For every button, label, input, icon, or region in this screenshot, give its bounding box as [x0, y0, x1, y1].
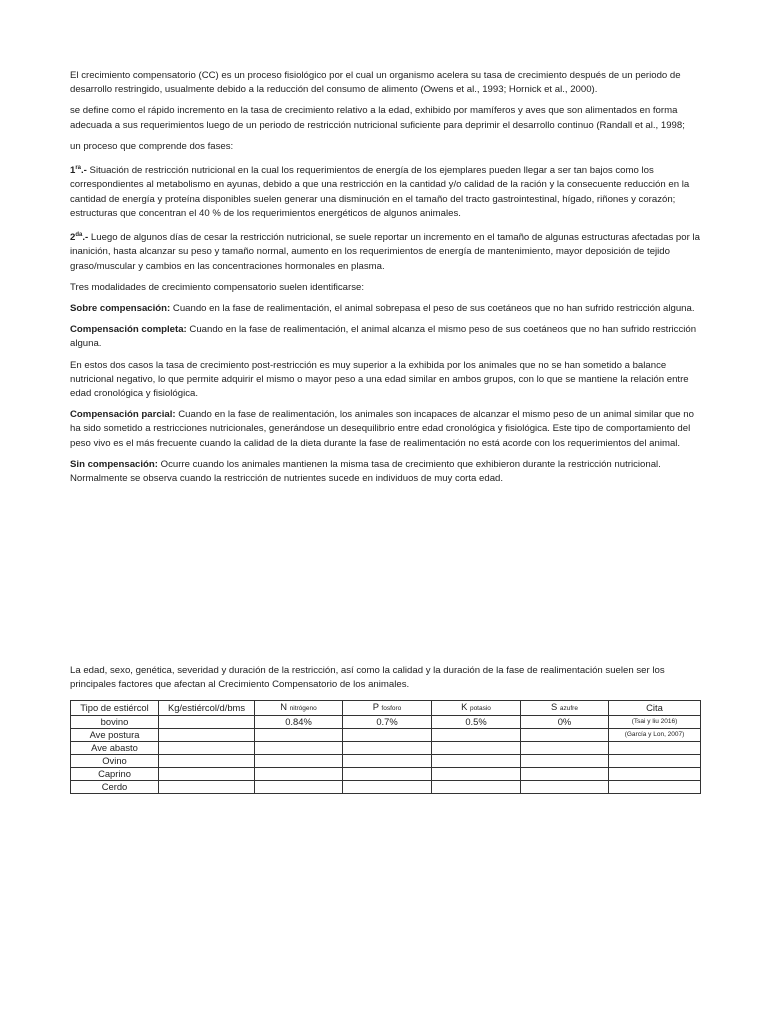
header-p: P fosforo: [343, 701, 432, 716]
cell-tipo: Cerdo: [71, 781, 159, 794]
cell-k: 0.5%: [432, 716, 521, 729]
cell-n: 0.84%: [255, 716, 343, 729]
manure-table: [70, 700, 701, 794]
paragraph-compensacion-parcial: Compensación parcial: Cuando en la fase de realimentación, los animales son incapaces de alcanzar el mismo peso de un animal similar que no ha sido sometido a restricciones nutricionales, generándose un desequilibrio entre edad cronológica y fisiológica. Este tipo de comportamiento del peso vivo es el más frecuente cuando la calidad de la dieta durante la fase de realimentación no está acorde con los requerimientos del animal.: [70, 409, 694, 449]
cell-k: [432, 742, 521, 755]
cell-cita: [609, 781, 701, 794]
cell-n: [255, 729, 343, 742]
cell-cita: [609, 742, 701, 755]
table-row: [71, 781, 701, 794]
phase-1-number: $1^{ra}.-$: [70, 165, 87, 177]
cell-cita: (García y Lon, 2007): [609, 729, 701, 742]
cell-k: [432, 755, 521, 768]
sin-compensacion-label: Sin compensación:: [70, 458, 158, 470]
cell-p: [343, 755, 432, 768]
body-text: [70, 69, 700, 493]
cell-p: [343, 729, 432, 742]
phase-2-number: $2^{da}.-$: [70, 232, 89, 244]
table-row: [71, 768, 701, 781]
cell-s: [521, 742, 609, 755]
cell-s: [521, 729, 609, 742]
table-row: [71, 755, 701, 768]
header-cita: Cita: [609, 701, 701, 716]
cell-tipo: Ave abasto: [71, 742, 159, 755]
paragraph-definition: El crecimiento compensatorio (CC) es un proceso fisiológico por el cual un organismo acelera su tasa de crecimiento después de un periodo de desarrollo restringido, usualmente debido a la reducción del consumo de alimento (Owens et al., 1993; Hornick et al., 2000).: [70, 70, 681, 96]
compensacion-completa-label: Compensación completa:: [70, 324, 187, 336]
table-header-row: [71, 701, 701, 716]
cell-p: [343, 768, 432, 781]
paragraph-both-cases: En estos dos casos la tasa de crecimiento post-restricción es muy superior a la exhibida por los animales que no se han sometido a balance nutricional negativo, lo que permite adquirir el mismo o mayor peso a una edad similar en ambos grupos, con lo que se mantiene la relación entre edad cronológica y fisiológica.: [70, 359, 689, 400]
cell-n: [255, 781, 343, 794]
cell-s: [521, 755, 609, 768]
header-tipo: Tipo de estiércol: [71, 701, 159, 716]
cell-k: [432, 729, 521, 742]
cell-k: [432, 768, 521, 781]
cell-kg: [159, 729, 255, 742]
paragraph-phase-1: [70, 161, 700, 221]
paragraph-sin-compensacion: Sin compensación: Ocurre cuando los animales mantienen la misma tasa de crecimiento que exhibieron durante la restricción nutricional. Normalmente se observa cuando la restricción de nutrientes sucede en individuos de muy corta edad.: [70, 458, 661, 485]
cell-s: 0%: [521, 716, 609, 729]
paragraph-definition-2: se define como el rápido incremento en la tasa de crecimiento relativo a la edad, exhibido por mamíferos y aves que son alimentados en forma adecuada a sus requerimientos luego de un periodo de restricción nutricional suficiente para deprimir el desarrollo continuo (Randall et al., 1998;: [70, 105, 685, 131]
cell-kg: [159, 716, 255, 729]
paragraph-compensacion-completa: Compensación completa: Cuando en la fase de realimentación, el animal alcanza el mismo peso de sus coetáneos que no han sufrido restricción alguna.: [70, 324, 697, 350]
cell-tipo: Caprino: [71, 768, 159, 781]
cell-p: 0.7%: [343, 716, 432, 729]
cell-p: [343, 781, 432, 794]
header-kg: Kg/estiércol/d/bms: [159, 701, 255, 716]
header-s: S azufre: [521, 701, 609, 716]
cell-cita: [609, 755, 701, 768]
cell-tipo: Ave postura: [71, 729, 159, 742]
table-row: [71, 716, 701, 729]
compensacion-parcial-label: Compensación parcial:: [70, 409, 176, 421]
cell-cita: (Tsai y liu 2016): [609, 716, 701, 729]
sobre-compensacion-label: Sobre compensación:: [70, 303, 171, 315]
cell-k: [432, 781, 521, 794]
paragraph-phases-intro: un proceso que comprende dos fases:: [70, 140, 234, 152]
cell-tipo: Ovino: [71, 755, 159, 768]
cell-tipo: bovino: [71, 716, 159, 729]
cell-p: [343, 742, 432, 755]
phase-2-text: Luego de algunos días de cesar la restricción nutricional, se suele reportar un incremento en el tamaño de algunas estructuras afectadas por la inanición, hasta alcanzar su peso y tamaño normal, aumento en los requerimientos de energía de mantenimiento, mayor deposición de tejido graso/muscular y cambios en las concentraciones hormonales en plasma.: [70, 232, 700, 272]
cell-kg: [159, 768, 255, 781]
cell-kg: [159, 755, 255, 768]
paragraph-modalities: Tres modalidades de crecimiento compensatorio suelen identificarse:: [70, 281, 365, 293]
table-row: [71, 729, 701, 742]
paragraph-factors: La edad, sexo, genética, severidad y duración de la restricción, así como la calidad y la duración de la fase de realimentación suelen ser los principales factores que afectan al Crecimiento Compensatorio de los animales.: [70, 665, 665, 691]
cell-n: [255, 742, 343, 755]
table-row: [71, 742, 701, 755]
cell-kg: [159, 742, 255, 755]
phase-1-text: Situación de restricción nutricional en la cual los requerimientos de energía de los ejemplares pueden llegar a ser tan bajos como los correspondientes al metabolismo en ayunas, debido a que una restricción en la cantidad y/o calidad de la ración y la consecuente reducción en la cantidad de energía y proteína disponibles suelen generar una disminución en el tamaño del tracto gastrointestinal, hígado, riñones y corazón; estructuras que concentran el 40 % de los requerimientos energéticos de algunos animales.: [70, 165, 690, 219]
cell-s: [521, 768, 609, 781]
cell-s: [521, 781, 609, 794]
cell-n: [255, 768, 343, 781]
paragraph-phase-2: [70, 228, 700, 274]
header-k: K potasio: [432, 701, 521, 716]
cell-cita: [609, 768, 701, 781]
header-n: N nitrógeno: [255, 701, 343, 716]
cell-kg: [159, 781, 255, 794]
paragraph-sobre-compensacion: Sobre compensación: Cuando en la fase de realimentación, el animal sobrepasa el peso de sus coetáneos que no han sufrido restricción alguna.: [70, 303, 695, 315]
cell-n: [255, 755, 343, 768]
